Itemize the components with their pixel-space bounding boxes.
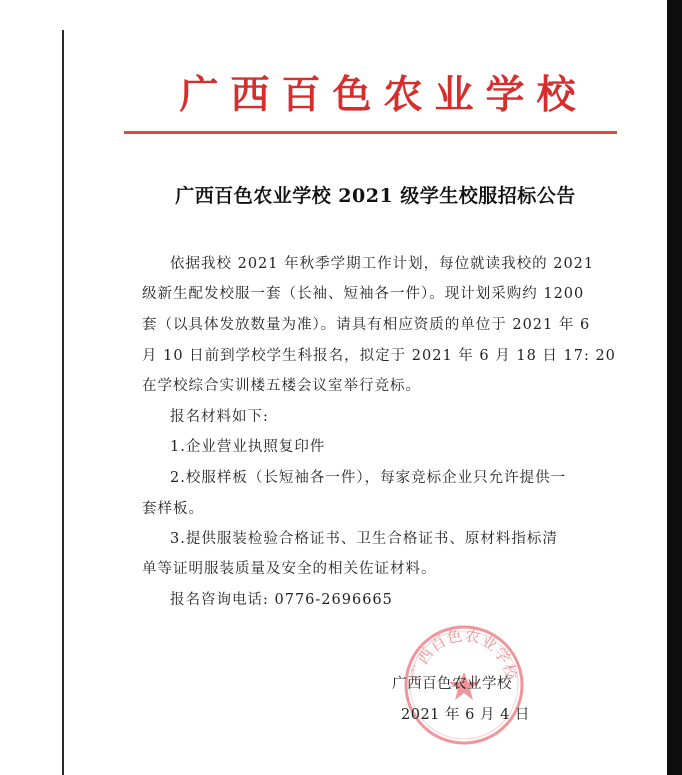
material-item-3-line-2: 单等证明服装质量及安全的相关佐证材料。 (142, 561, 437, 577)
seal-arc-text: 广西百色农业学校 (407, 626, 521, 682)
material-item-2-line-1: 2.校服样板（长短袖各一件），每家竞标企业只允许提供一 (170, 470, 567, 486)
material-item-1: 1.企业营业执照复印件 (170, 439, 326, 455)
issue-date: 2021 年 6 月 4 日 (401, 707, 530, 723)
document-page (64, 0, 667, 775)
letterhead-title: 广西百色农业学校 (179, 72, 588, 118)
body-line-5: 在学校综合实训楼五楼会议室举行竞标。 (142, 378, 421, 394)
issuer-name: 广西百色农业学校 (392, 676, 512, 692)
body-line-3: 套（以具体发放数量为准）。请具有相应资质的单位于 2021 年 6 (142, 317, 591, 333)
material-item-2-line-2: 套样板。 (142, 501, 204, 517)
body-line-4: 月 10 日前到学校学生科报名，拟定于 2021 年 6 月 18 日 17: 20 (142, 348, 616, 364)
scan-right-border (667, 0, 682, 775)
letterhead-red-rule (124, 131, 617, 134)
body-line-2: 级新生配发校服一套（长袖、短袖各一件）。现计划采购约 1200 (142, 286, 585, 302)
notice-title: 广西百色农业学校 2021 级学生校服招标公告 (175, 185, 576, 207)
material-item-3-line-1: 3.提供服装检验合格证书、卫生合格证书、原材料指标清 (170, 531, 558, 547)
materials-heading: 报名材料如下: (170, 409, 269, 425)
body-line-1: 依据我校 2021 年秋季学期工作计划，每位就读我校的 2021 (170, 256, 595, 272)
contact-phone: 报名咨询电话: 0776-2696665 (170, 592, 393, 608)
